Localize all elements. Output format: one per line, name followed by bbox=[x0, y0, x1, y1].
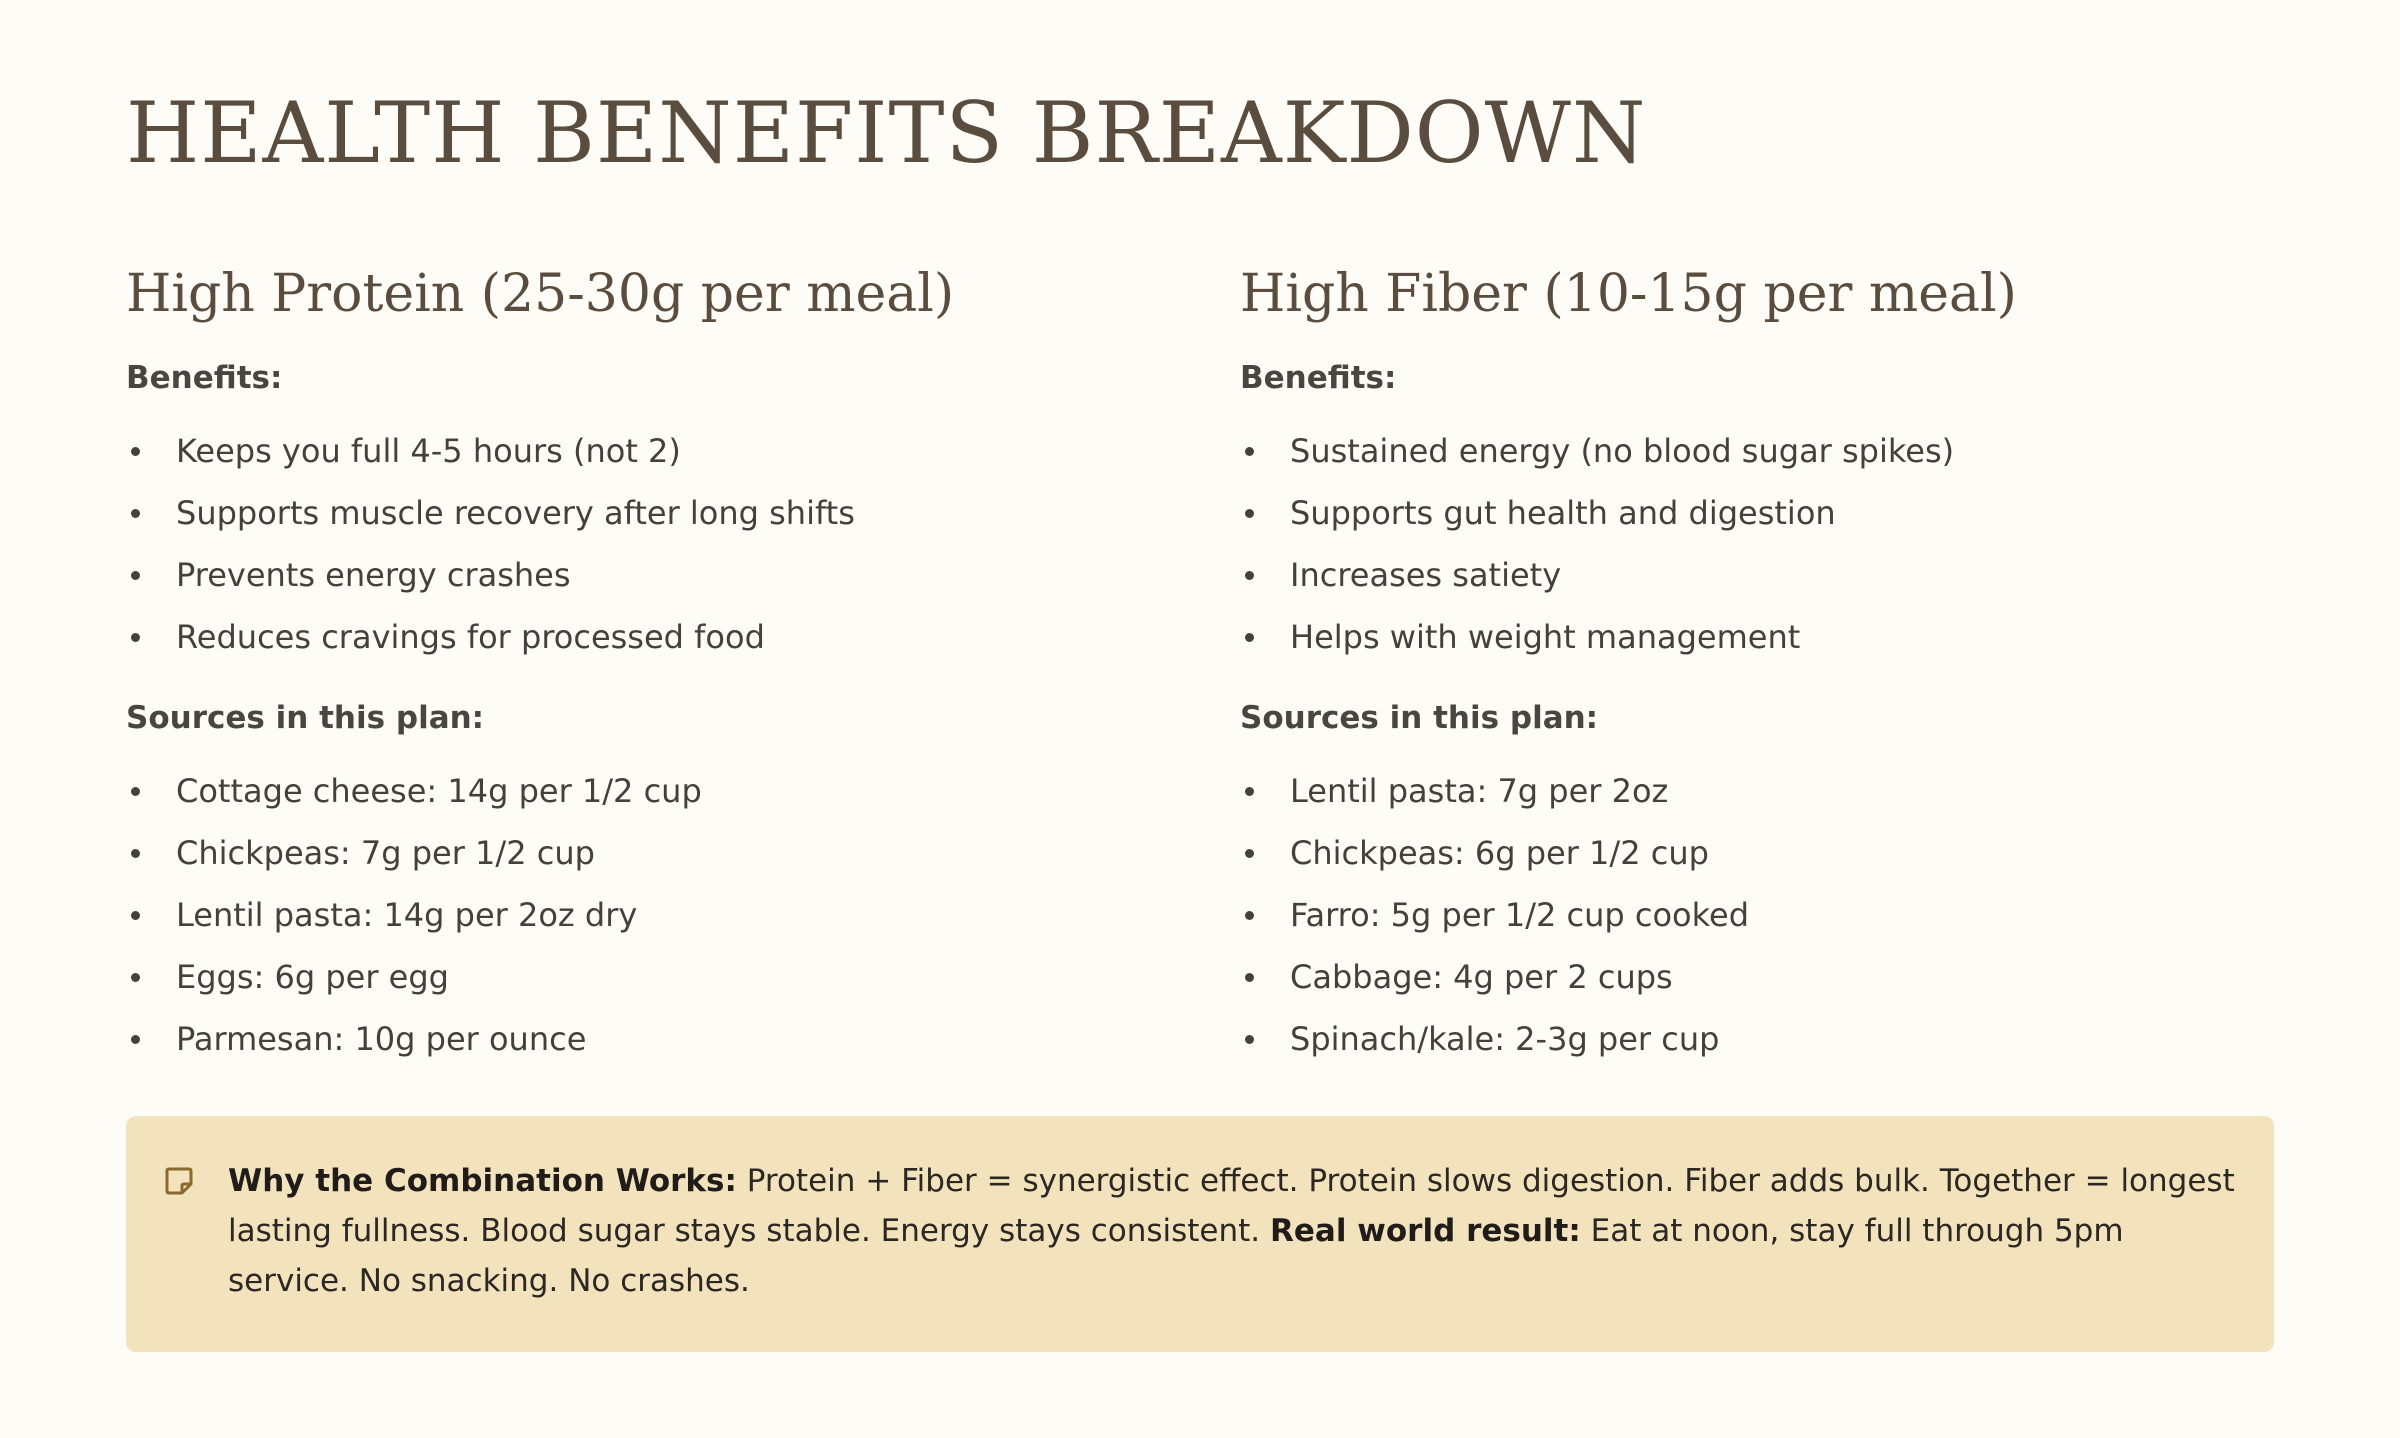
list-item: Lentil pasta: 7g per 2oz bbox=[1240, 770, 2280, 832]
combination-callout bbox=[126, 1116, 2274, 1352]
callout-result-text: Eat at noon, stay full through 5pm service. No snacking. No crashes. bbox=[228, 1213, 2124, 1299]
note-icon bbox=[164, 1166, 194, 1196]
list-item: Cottage cheese: 14g per 1/2 cup bbox=[126, 770, 1166, 832]
callout-body: Protein + Fiber = synergistic effect. Protein slows digestion. Fiber adds bulk. Together = longest lasting fullness. Blood sugar stays stable. Energy stays consistent. bbox=[228, 1163, 2235, 1249]
page-title: HEALTH BENEFITS BREAKDOWN bbox=[126, 84, 1647, 182]
callout-text bbox=[228, 1156, 2238, 1306]
protein-sources-list bbox=[126, 770, 1166, 1080]
list-item: Eggs: 6g per egg bbox=[126, 956, 1166, 1018]
list-item: Reduces cravings for processed food bbox=[126, 616, 1166, 678]
list-item: Keeps you full 4-5 hours (not 2) bbox=[126, 430, 1166, 492]
protein-benefits-label: Benefits: bbox=[126, 360, 283, 396]
list-item: Farro: 5g per 1/2 cup cooked bbox=[1240, 894, 2280, 956]
callout-result-label: Real world result: bbox=[1270, 1213, 1581, 1249]
list-item: Sustained energy (no blood sugar spikes) bbox=[1240, 430, 2280, 492]
list-item: Increases satiety bbox=[1240, 554, 2280, 616]
list-item: Lentil pasta: 14g per 2oz dry bbox=[126, 894, 1166, 956]
list-item: Chickpeas: 7g per 1/2 cup bbox=[126, 832, 1166, 894]
list-item: Supports muscle recovery after long shifts bbox=[126, 492, 1166, 554]
protein-sources-label: Sources in this plan: bbox=[126, 700, 485, 736]
protein-benefits-list bbox=[126, 430, 1166, 678]
protein-column bbox=[126, 254, 1166, 1080]
fiber-heading: High Fiber (10-15g per meal) bbox=[1240, 264, 2017, 324]
list-item: Prevents energy crashes bbox=[126, 554, 1166, 616]
list-item: Parmesan: 10g per ounce bbox=[126, 1018, 1166, 1080]
list-item: Helps with weight management bbox=[1240, 616, 2280, 678]
fiber-sources-label: Sources in this plan: bbox=[1240, 700, 1599, 736]
fiber-column bbox=[1240, 254, 2280, 1080]
list-item: Supports gut health and digestion bbox=[1240, 492, 2280, 554]
fiber-benefits-list bbox=[1240, 430, 2280, 678]
list-item: Spinach/kale: 2-3g per cup bbox=[1240, 1018, 2280, 1080]
list-item: Cabbage: 4g per 2 cups bbox=[1240, 956, 2280, 1018]
fiber-sources-list bbox=[1240, 770, 2280, 1080]
list-item: Chickpeas: 6g per 1/2 cup bbox=[1240, 832, 2280, 894]
fiber-benefits-label: Benefits: bbox=[1240, 360, 1397, 396]
callout-heading: Why the Combination Works: bbox=[228, 1163, 737, 1199]
protein-heading: High Protein (25-30g per meal) bbox=[126, 264, 955, 324]
